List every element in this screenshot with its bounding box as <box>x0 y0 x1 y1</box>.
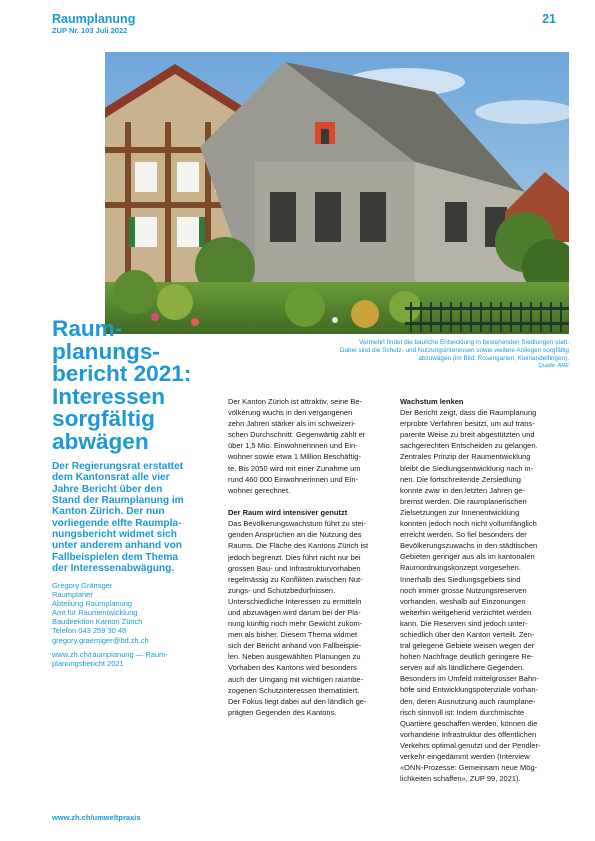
issue-label: ZUP Nr. 103 Juli 2022 <box>52 26 128 35</box>
intro-paragraph: Der Kanton Zürich ist attraktiv, seine Be- völkerung wuchs in den vergangenen zehn Jahren stärker als im schweizeri- schen Durchschnitt. Gegenwärtig zählt er über 1,5 Mio. Einwohnerinnen und Ein- wohner sowie etwa 1 Million Beschäftig- te. Bis 2050 wird mit einer Zunahme um rund 460 000 Einwohnerinnen und Ein- wohner gerechnet. <box>228 397 366 495</box>
section-heading: Wachstum lenken <box>400 397 464 406</box>
contact-role: Raumplaner <box>52 590 93 600</box>
photo-credit: Quelle: ARE <box>538 363 569 369</box>
caption-text: Vermehrt findet die bauliche Entwicklung in bestehenden Siedlungen statt. Dabei sind die Schutz- und Nutzungsinteressen sowie weitere Anliegen sorgfältig abzuwägen (im Bild: Rosengarten, Kleinandelfingen). <box>339 339 569 363</box>
footer-url[interactable]: www.zh.ch/umweltpraxis <box>52 813 141 822</box>
contact-name: Gregory Grämiger <box>52 581 113 590</box>
body-column-3 <box>400 396 570 784</box>
author-contact <box>52 581 224 645</box>
contact-email[interactable]: gregory.graemiger@bd.zh.ch <box>52 635 149 645</box>
section-heading: Der Raum wird intensiver genutzt <box>228 508 348 518</box>
article-photo <box>105 52 569 334</box>
body-column-2 <box>228 396 390 718</box>
body-paragraph: Das Bevölkerungswachstum führt zu stei- genden Ansprüchen an die Nutzung des Raums. Die Fläche des Kantons Zürich ist jedoch begrenzt. Dies führt nicht nur bei grossen Bau- und Infrastrukturvorhaben regelmässig zu Konflikten zwischen Nut- zungs- und Schutzbedürfnissen. Unterschiedliche Interessen zu ermitteln und abzuwägen wird darum bei der Pla- nung künftig noch mehr Gewicht zukom- men als bisher. Diesem Thema widmet sich der Bericht anhand von Fallbeispie- len. Neben ausgewählten Planungen zu Vorhaben des Kantons wird besonders auch der Umgang mit wichtigen raumbe- zogenen Schutzinteressen thematisiert. Der Fokus liegt dabei auf den ländlich ge- prägten Gegenden des Kantons. <box>228 519 369 717</box>
article-weblink[interactable]: www.zh.ch/raumplanung — Raum- planungsbericht 2021 <box>52 650 168 669</box>
body-paragraph: Der Bericht zeigt, dass die Raumplanung erprobte Verfahren besitzt, um auf trans- parente Weise zu breit abgestützten und sachgerechten Entscheiden zu gelangen. Zentrales Prinzip der Raumentwicklung bleibt die Siedlungsentwicklung nach in- nen. Die fortschreitende Zersiedlung konnte zwar in den letzten Jahren ge- bremst werden. Die raumplanerischen Zielsetzungen zur Innenentwicklung konnten jedoch noch nicht vollumfänglich erreicht werden. So fiel besonders der Bevölkerungszuwachs in den städtischen Gebieten geringer aus als im kantonalen Raumordnungskonzept vorgesehen. Innerhalb des Siedlungsgebiets sind noch immer grosse Nutzungsreserven vorhanden, weshalb auf Einzonungen weiterhin weitgehend verzichtet werden kann. Die Reserven sind jedoch unter- schiedlich über den Kanton verteilt. Zen- tral gelegene Gebiete weisen wegen der hohen Nachfrage deutlich geringere Re- serven auf als ländlichere Gegenden. Besonders im Umfeld mittelgrosser Bahn- höfe sind Entwicklungspotenziale vorhan- den, deren Ausnutzung auch raumplane- risch sinnvoll ist: Indem durchmischte Quartiere geschaffen werden, können die vorhandene Infrastruktur des öffentlichen Verkehrs optimal genutzt und der Pendler- verkehr eingedämmt werden (Interview «ONN-Prozesse: Gemeinsam neue Mög- lichkeiten schaffen», ZUP 99, 2021). <box>400 408 541 784</box>
article-title: Raum- planungs- bericht 2021: Interessen sorgfältig abwägen <box>52 316 192 454</box>
contact-department: Abteilung Raumplanung <box>52 599 133 609</box>
contact-office: Amt für Raumentwicklung <box>52 608 138 618</box>
article-lead: Der Regierungsrat erstattet dem Kantonsrat alle vier Jahre Bericht über den Stand der Raumplanung im Kanton Zürich. Der nun vorliegende elfte Raumpla- nungsbericht widmet sich unter anderem anhand von Fallbeispielen dem Thema der Interessenabwägung. <box>52 461 184 575</box>
contact-directorate: Baudirektion Kanton Zürich <box>52 617 143 627</box>
section-title: Raumplanung <box>52 12 136 26</box>
page-number: 21 <box>542 12 556 26</box>
photo-caption <box>226 339 569 363</box>
contact-phone: Telefon 043 259 30 48 <box>52 626 127 636</box>
